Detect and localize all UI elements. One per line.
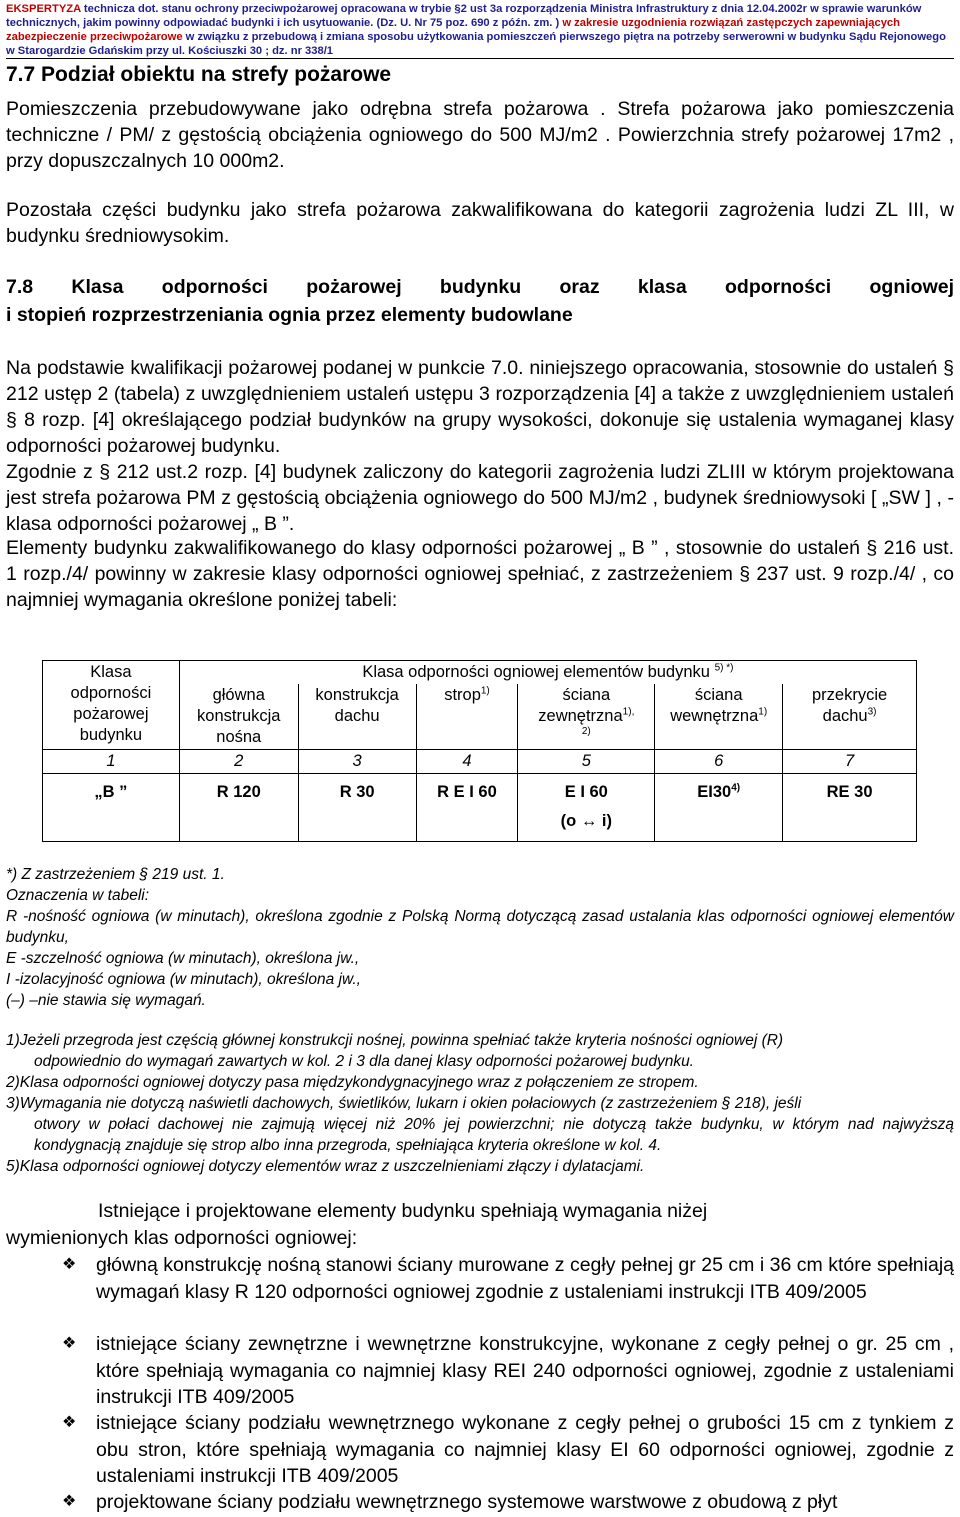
header-cell-group	[179, 661, 916, 685]
header-cell-main-structure	[179, 684, 298, 750]
header-divider	[6, 58, 954, 59]
h-strop-sup: 1)	[480, 685, 490, 697]
col-num-7: 7	[783, 750, 917, 774]
header-cell-roof-structure	[298, 684, 416, 750]
h-przekr-sup: 3)	[867, 706, 877, 718]
h-sczew-1: ściana	[562, 686, 611, 704]
header-expertise-label: EKSPERTYZA	[6, 3, 81, 15]
diamond-bullet-icon: ❖	[62, 1493, 77, 1510]
cell-re30: RE 30	[783, 774, 917, 842]
col-num-4: 4	[416, 750, 518, 774]
footnote-1a: 1)Jeżeli przegroda jest częścią głównej konstrukcji nośnej, powinna spełniać także kryteria nośności ogniowej (R)	[6, 1032, 784, 1049]
list-item	[62, 1331, 954, 1411]
cell-ei30-text: EI30	[697, 783, 732, 801]
cell-ei60-text: E I 60	[564, 783, 608, 801]
h-glowna-2: konstrukcja	[197, 707, 281, 725]
list-item-text-1: główną konstrukcję nośną stanowi ściany murowane z cegły pełnej gr 25 cm i 36 cm które spełniają wymagań klasy R 120 odporności ogniowej zgodnie z ustaleniami instrukcji ITB 409/2005	[96, 1254, 954, 1303]
h-przekr-1: przekrycie	[811, 686, 888, 704]
h-sczew-2: zewnętrzna	[538, 707, 623, 725]
note-reservation: *) Z zastrzeżeniem § 219 ust. 1.	[6, 866, 225, 883]
h-scwew-2: wewnętrzna	[670, 707, 759, 725]
header-class-l2: odporności	[70, 684, 152, 702]
cell-class-b: „B ”	[43, 774, 180, 842]
section-7-7-title: 7.7 Podział obiektu na strefy pożarowe	[6, 63, 392, 86]
header-line-3a: zabezpieczenie przeciwpożarowe	[6, 31, 183, 43]
col-num-2: 2	[179, 750, 298, 774]
cell-ei30	[655, 774, 783, 842]
list-item-text-2: istniejące ściany zewnętrzne i wewnętrzne konstrukcyjne, wykonane z cegły pełnej o gr. 25 cm , które spełniają wymagania co najmniej klasy REI 240 odporności ogniowej, zgodnie z ustaleniami instrukcji ITB 409/2005	[96, 1333, 954, 1408]
list-item	[62, 1489, 954, 1516]
section-7-7-paragraph-1: Pomieszczenia przebudowywane jako odrębna strefa pożarowa . Strefa pożarowa jako pomieszczenia techniczne / PM/ z gęstością obciążenia ogniowego do 500 MJ/m2 . Powierzchnia strefy pożarowej 17m2 , przy dopuszczalnych 10 000m2.	[6, 98, 954, 172]
table-row-numbers	[43, 750, 917, 774]
header-line-3b: w związku z przebudową i zmiana sposobu użytkowania pomieszczeń pierwszego piętra na potrzeby serwerowni w budynku Sądu Rejonowego	[182, 31, 946, 43]
list-item	[62, 1252, 954, 1305]
h-glowna-3: nośna	[216, 728, 262, 746]
footnote-2: 2)Klasa odporności ogniowej dotyczy pasa międzykondygnacyjnego wraz z połączeniem ze stropem.	[6, 1074, 699, 1091]
h-konstr-1: konstrukcja	[315, 686, 399, 704]
header-line-4: w Starogardzie Gdańskim przy ul. Kościuszki 30 ; dz. nr 338/1	[6, 45, 334, 57]
h-przekr-2: dachu	[822, 707, 868, 725]
header-class-l4: budynku	[79, 726, 143, 744]
cell-o-i: (o ↔ i)	[560, 812, 612, 830]
section-7-7-paragraph-2: Pozostała części budynku jako strefa pożarowa zakwalifikowana do kategorii zagrożenia ludzi ZL III, w budynku średniowysokim.	[6, 199, 954, 247]
note-e: E -szczelność ogniowa (w minutach), określona jw.,	[6, 950, 360, 967]
note-i: I -izolacyjność ogniowa (w minutach), określona jw.,	[6, 971, 361, 988]
header-group-sup: 5) *)	[714, 662, 734, 674]
header-class-l1: Klasa	[90, 663, 132, 681]
section-7-8-paragraph-1: Na podstawie kwalifikacji pożarowej podanej w punkcie 7.0. niniejszego opracowania, stosownie do ustaleń § 212 ustęp 2 (tabela) z uwzględnieniem ustaleń ustępu 3 rozporządzenia [4] a także z uwzględnieniem ustaleń § 8 rozp. [4] określającego podział budynków na grupy wysokości, dokonuje się ustalenia wymaganej klasy odporności pożarowej budynku.	[6, 357, 954, 457]
header-cell-internal-wall	[655, 684, 783, 750]
note-r: R -nośność ogniowa (w minutach), określona zgodnie z Polską Normą dotyczącą zasad ustalania klas odporności ogniowej elementów budynku,	[6, 908, 954, 946]
note-legend-title: Oznaczenia w tabeli:	[6, 887, 150, 904]
footnote-3b: otwory w połaci dachowej nie zajmują więcej niż 20% jej powierzchni; nie dotyczą także budynku, w którym nad najwyższą kondygnacją znajduje się strop albo inna przegroda, spełniająca kryteria określone w kol. 4.	[34, 1116, 954, 1154]
col-num-5: 5	[518, 750, 655, 774]
h-sczew-sup2: 2)	[581, 726, 591, 737]
header-cell-ceiling	[416, 684, 518, 750]
h-scwew-1: ściana	[694, 686, 743, 704]
table-notes	[6, 864, 954, 1177]
section-7-8-title-line-1: 7.8 Klasa odporności pożarowej budynku oraz klasa odporności ogniowej	[6, 276, 954, 298]
cell-ei60	[518, 774, 655, 842]
h-glowna-1: główna	[212, 686, 265, 704]
note-dash: (–) –nie stawia się wymagań.	[6, 992, 206, 1009]
cell-r30: R 30	[298, 774, 416, 842]
cell-r120: R 120	[179, 774, 298, 842]
h-strop: strop	[444, 686, 481, 704]
section-7-8-paragraph-3: Elementy budynku zakwalifikowanego do klasy odporności pożarowej „ B ” , stosownie do ustaleń § 216 ust. 1 rozp./4/ powinny w zakresie klasy odporności ogniowej spełniać, z zastrzeżeniem § 237 ust. 9 rozp./4/ , co najmniej wymagania określone poniżej tabeli:	[6, 537, 954, 611]
list-item-text-3: istniejące ściany podziału wewnętrznego wykonane z cegły pełnej o grubości 15 cm z tynkiem z obu stron, które spełniają wymagania co najmniej klasy EI 60 odporności ogniowej, zgodnie z ustaleniami instrukcji ITB 409/2005	[96, 1412, 954, 1487]
section-7-8-paragraph-2: Zgodnie z § 212 ust.2 rozp. [4] budynek zaliczony do kategorii zagrożenia ludzi ZLIII w którym projektowana jest strefa pożarowa PM z gęstością obciążenia ogniowego do 500 MJ/m2 , budynek średniowysoki [ „SW ] , - klasa odporności pożarowej „ B ”.	[6, 461, 954, 535]
header-cell-class	[43, 661, 180, 750]
existing-intro-line-1: Istniejące i projektowane elementy budynku spełniają wymagania niżej	[98, 1200, 708, 1222]
cell-rei60: R E I 60	[416, 774, 518, 842]
header-class-l3: pożarowej	[73, 705, 149, 723]
footnote-1b: odpowiednio do wymagań zawartych w kol. 2 i 3 dla danej klasy odporności pożarowej budynku.	[34, 1053, 694, 1070]
header-line-2a: technicznych, jakim powinny odpowiadać budynki i ich usytuowanie. (Dz. U. Nr 75 poz. 690 z późn. zm. )	[6, 17, 560, 29]
footnote-3a: 3)Wymagania nie dotyczą naświetli dachowych, świetlików, lukarn i okien połaciowych (z zastrzeżeniem § 218), jeśli	[6, 1095, 802, 1112]
header-group-text: Klasa odporności ogniowej elementów budynku	[362, 663, 710, 681]
header-cell-roof-cover	[783, 684, 917, 750]
diamond-bullet-icon: ❖	[62, 1256, 77, 1273]
header-line-1: technicza dot. stanu ochrony przeciwpożarowej opracowana w trybie §2 ust 3a rozporządzenia Ministra Infrastruktury z dnia 12.04.2002r w sprawie warunków	[80, 3, 922, 15]
cell-ei30-sup: 4)	[731, 782, 741, 794]
section-7-8-title-line-2: i stopień rozprzestrzeniania ognia przez elementy budowlane	[6, 304, 573, 326]
h-konstr-2: dachu	[334, 707, 380, 725]
col-num-6: 6	[655, 750, 783, 774]
list-item	[62, 1410, 954, 1490]
col-num-1: 1	[43, 750, 180, 774]
col-num-3: 3	[298, 750, 416, 774]
h-sczew-sup: 1),	[622, 706, 635, 718]
list-item-text-4: projektowane ściany podziału wewnętrznego systemowe warstwowe z obudową z płyt	[96, 1491, 838, 1513]
existing-intro-line-2: wymienionych klas odporności ogniowej:	[6, 1227, 358, 1249]
table-row	[43, 774, 917, 842]
page-header	[6, 2, 954, 58]
h-scwew-sup: 1)	[758, 706, 768, 718]
fire-resistance-table	[42, 660, 917, 842]
header-cell-external-wall	[518, 684, 655, 750]
footnote-5: 5)Klasa odporności ogniowej dotyczy elementów wraz z uszczelnieniami złączy i dylatacjami.	[6, 1158, 645, 1175]
header-line-2b: w zakresie uzgodnienia rozwiązań zastępczych zapewniających	[559, 17, 900, 29]
diamond-bullet-icon: ❖	[62, 1335, 77, 1352]
diamond-bullet-icon: ❖	[62, 1414, 77, 1431]
